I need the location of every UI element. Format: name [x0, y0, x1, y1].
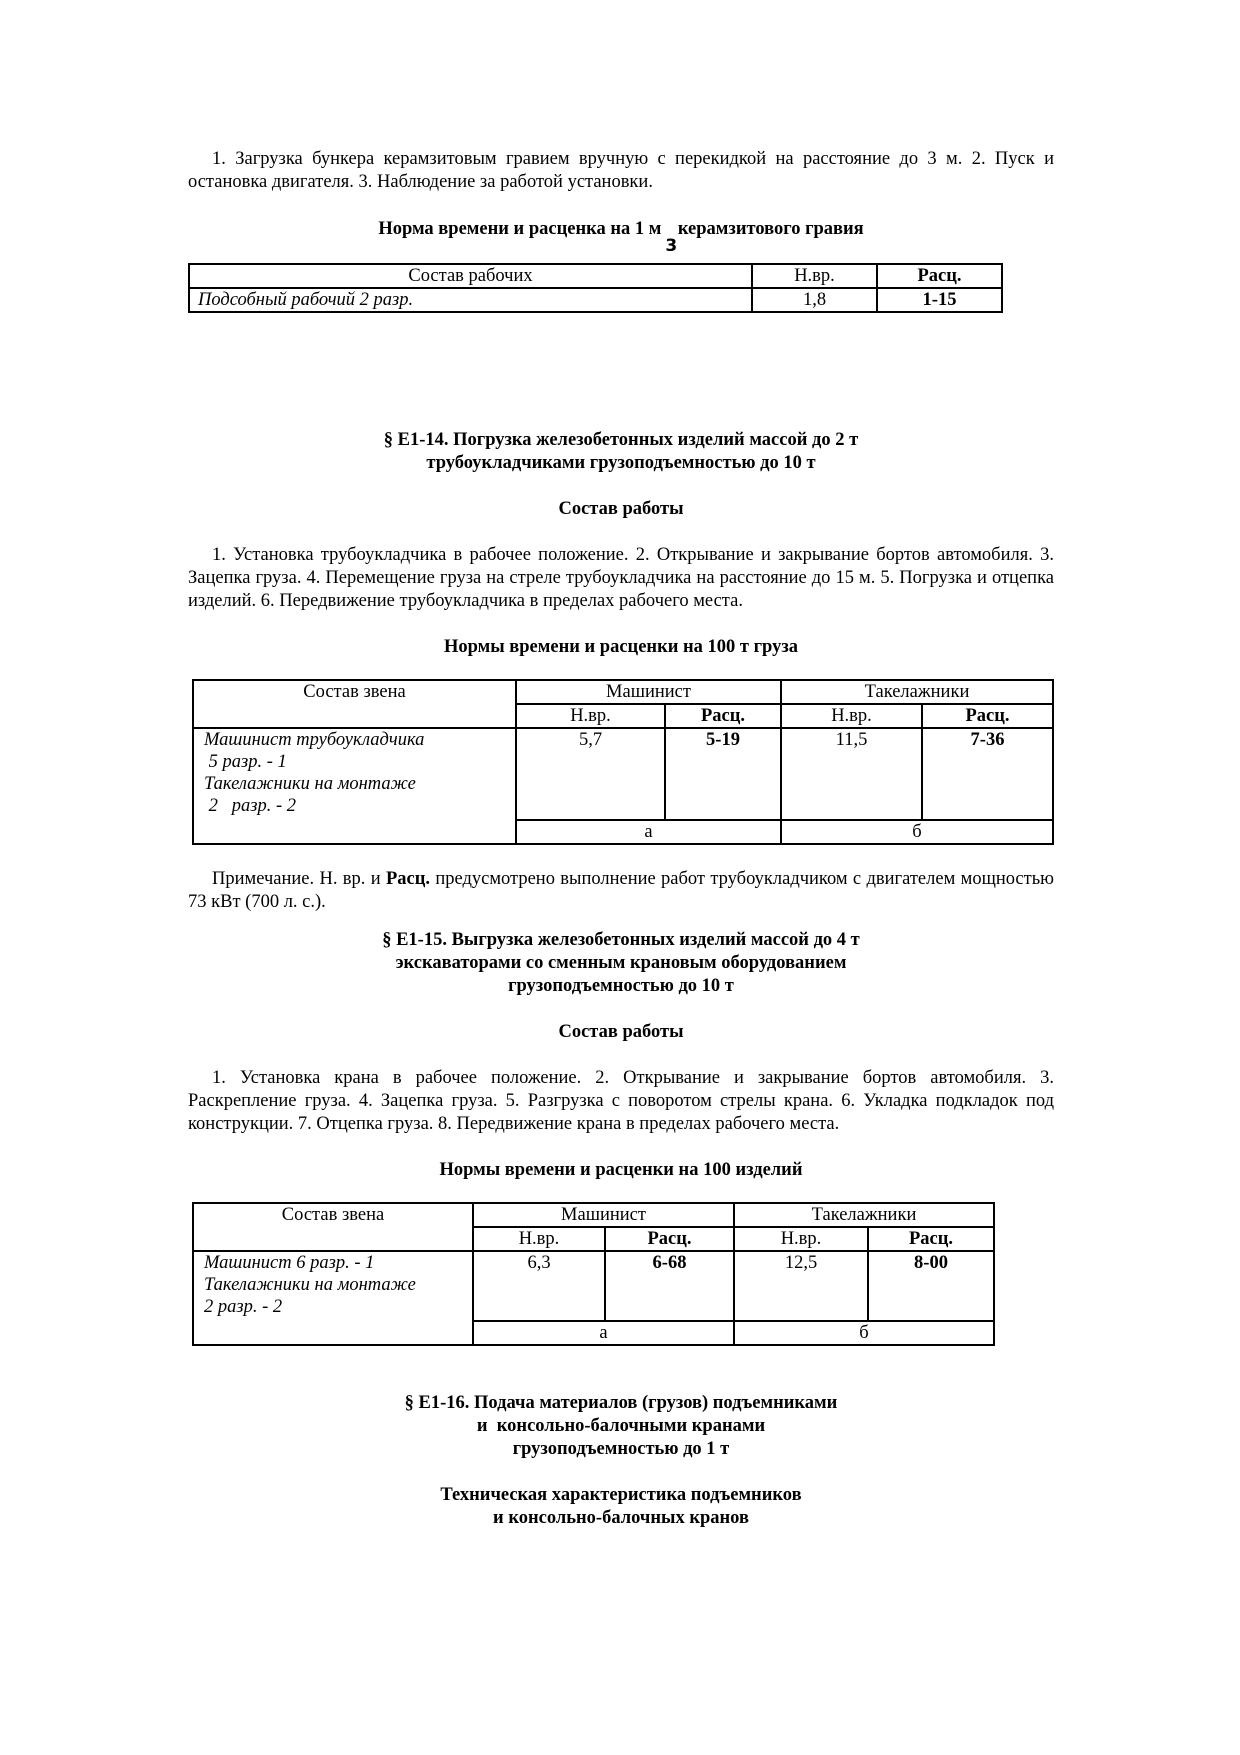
- cell-nvr-2: 12,5: [734, 1251, 868, 1321]
- table-row: [193, 1251, 994, 1321]
- e116-title-2: и консольно-балочными кранами: [476, 1416, 766, 1436]
- e116-title-3: грузоподъемностью до 1 т: [512, 1439, 730, 1459]
- sub-rasc-1: Расц.: [605, 1227, 734, 1251]
- e114-table: [192, 679, 1054, 845]
- e114-title-2: трубоукладчиками грузоподъемностью до 10 т: [426, 453, 816, 473]
- cell-nvr-1: 6,3: [473, 1251, 605, 1321]
- header-nvr: Н.вр.: [752, 264, 877, 288]
- sub-nvr-2: Н.вр.: [781, 704, 922, 728]
- cell-rasc-2: 8-00: [868, 1251, 994, 1321]
- note-pre: Примечание. Н. вр. и: [212, 869, 386, 889]
- norm1-title: [188, 218, 1054, 256]
- e116-title-1: § Е1-16. Подача материалов (грузов) подъемниками: [404, 1393, 838, 1413]
- cell-nvr-1: 5,7: [516, 728, 665, 820]
- note-post: предусмотрено выполнение работ трубоукладчиком с двигателем мощностью 73 кВт (700 л. с.).: [188, 869, 1054, 912]
- document-page: [188, 148, 1054, 1530]
- table-row: [193, 728, 1053, 820]
- note-bold: Расц.: [385, 869, 430, 889]
- table-header-row: [189, 264, 1002, 288]
- header-team: Состав рабочих: [189, 264, 752, 288]
- cell-team: [193, 728, 516, 844]
- e115-table-title: Нормы времени и расценки на 100 изделий: [439, 1160, 803, 1180]
- table-header-row: [193, 680, 1053, 704]
- cell-letter-a: а: [473, 1321, 734, 1345]
- header-team: Состав звена: [193, 1203, 473, 1251]
- e115-work-text: 1. Установка крана в рабочее положение. 2. Открывание и закрывание бортов автомобиля. 3. Раскрепление груза. 4. Зацепка груза. 5. Разгрузка с поворотом стрелы крана. 6. Укладка подкладок под конструкции. 7. Отцепка груза. 8. Передвижение крана в пределах рабочего места.: [188, 1068, 1054, 1134]
- sub-rasc-2: Расц.: [868, 1227, 994, 1251]
- header-riggers: Такелажники: [734, 1203, 994, 1227]
- e115-table: [192, 1202, 995, 1346]
- cell-letter-b: б: [734, 1321, 994, 1345]
- sub-rasc-2: Расц.: [922, 704, 1053, 728]
- cell-letter-b: б: [781, 820, 1053, 844]
- e114-table-title: Нормы времени и расценки на 100 т груза: [443, 637, 799, 657]
- e114-work-text: 1. Установка трубоукладчика в рабочее положение. 2. Открывание и закрывание бортов автомобиля. 3. Зацепка груза. 4. Перемещение груза на стреле трубоукладчика на расстояние до 15 м. 5. Погрузка и отцепка изделий. 6. Передвижение трубоукладчика в пределах рабочего места.: [188, 545, 1054, 611]
- team-line: Машинист 6 разр. - 1: [204, 1253, 375, 1273]
- cell-rasc-1: 6-68: [605, 1251, 734, 1321]
- norm1-title-post: керамзитового гравия: [677, 219, 864, 239]
- table-row: [189, 288, 1002, 312]
- sub-nvr-1: Н.вр.: [516, 704, 665, 728]
- header-riggers: Такелажники: [781, 680, 1053, 704]
- e116-spec-title-2: и консольно-балочных кранов: [493, 1508, 749, 1528]
- intro-paragraph: 1. Загрузка бункера керамзитовым гравием вручную с перекидкой на расстояние до 3 м. 2. Пуск и остановка двигателя. 3. Наблюдение за работой установки.: [188, 149, 1054, 192]
- e114-work-title: Состав работы: [558, 499, 684, 519]
- sub-rasc-1: Расц.: [665, 704, 781, 728]
- e116-spec-title-1: Техническая характеристика подъемников: [440, 1485, 802, 1505]
- team-line: Такелажники на монтаже: [204, 774, 416, 794]
- team-line: 5 разр. - 1: [204, 752, 287, 772]
- norm1-title-sup: 3: [665, 236, 678, 256]
- cell-team: [193, 1251, 473, 1345]
- e115-title-3: грузоподъемностью до 10 т: [508, 976, 734, 996]
- norm1-table: [188, 263, 1003, 313]
- cell-letter-a: а: [516, 820, 781, 844]
- sub-nvr-1: Н.вр.: [473, 1227, 605, 1251]
- header-team: Состав звена: [193, 680, 516, 728]
- cell-rasc: 1-15: [877, 288, 1002, 312]
- team-line: 2 разр. - 2: [204, 1297, 283, 1317]
- team-line: Машинист трубоукладчика: [204, 730, 425, 750]
- cell-nvr: 1,8: [752, 288, 877, 312]
- e115-work-title: Состав работы: [558, 1022, 684, 1042]
- sub-nvr-2: Н.вр.: [734, 1227, 868, 1251]
- header-rasc: Расц.: [877, 264, 1002, 288]
- header-machinist: Машинист: [516, 680, 781, 704]
- table-header-row: [193, 1203, 994, 1227]
- e115-title-2: экскаваторами со сменным крановым оборудованием: [395, 953, 847, 973]
- cell-nvr-2: 11,5: [781, 728, 922, 820]
- e115-title-1: § Е1-15. Выгрузка железобетонных изделий массой до 4 т: [382, 930, 860, 950]
- e114-title-1: § Е1-14. Погрузка железобетонных изделий массой до 2 т: [383, 430, 859, 450]
- header-machinist: Машинист: [473, 1203, 734, 1227]
- team-line: 2 разр. - 2: [204, 796, 297, 816]
- cell-worker: Подсобный рабочий 2 разр.: [189, 288, 752, 312]
- norm1-title-pre: Норма времени и расценка на 1 м: [378, 219, 662, 239]
- team-line: Такелажники на монтаже: [204, 1275, 416, 1295]
- e114-note: [188, 868, 1054, 914]
- cell-rasc-2: 7-36: [922, 728, 1053, 820]
- cell-rasc-1: 5-19: [665, 728, 781, 820]
